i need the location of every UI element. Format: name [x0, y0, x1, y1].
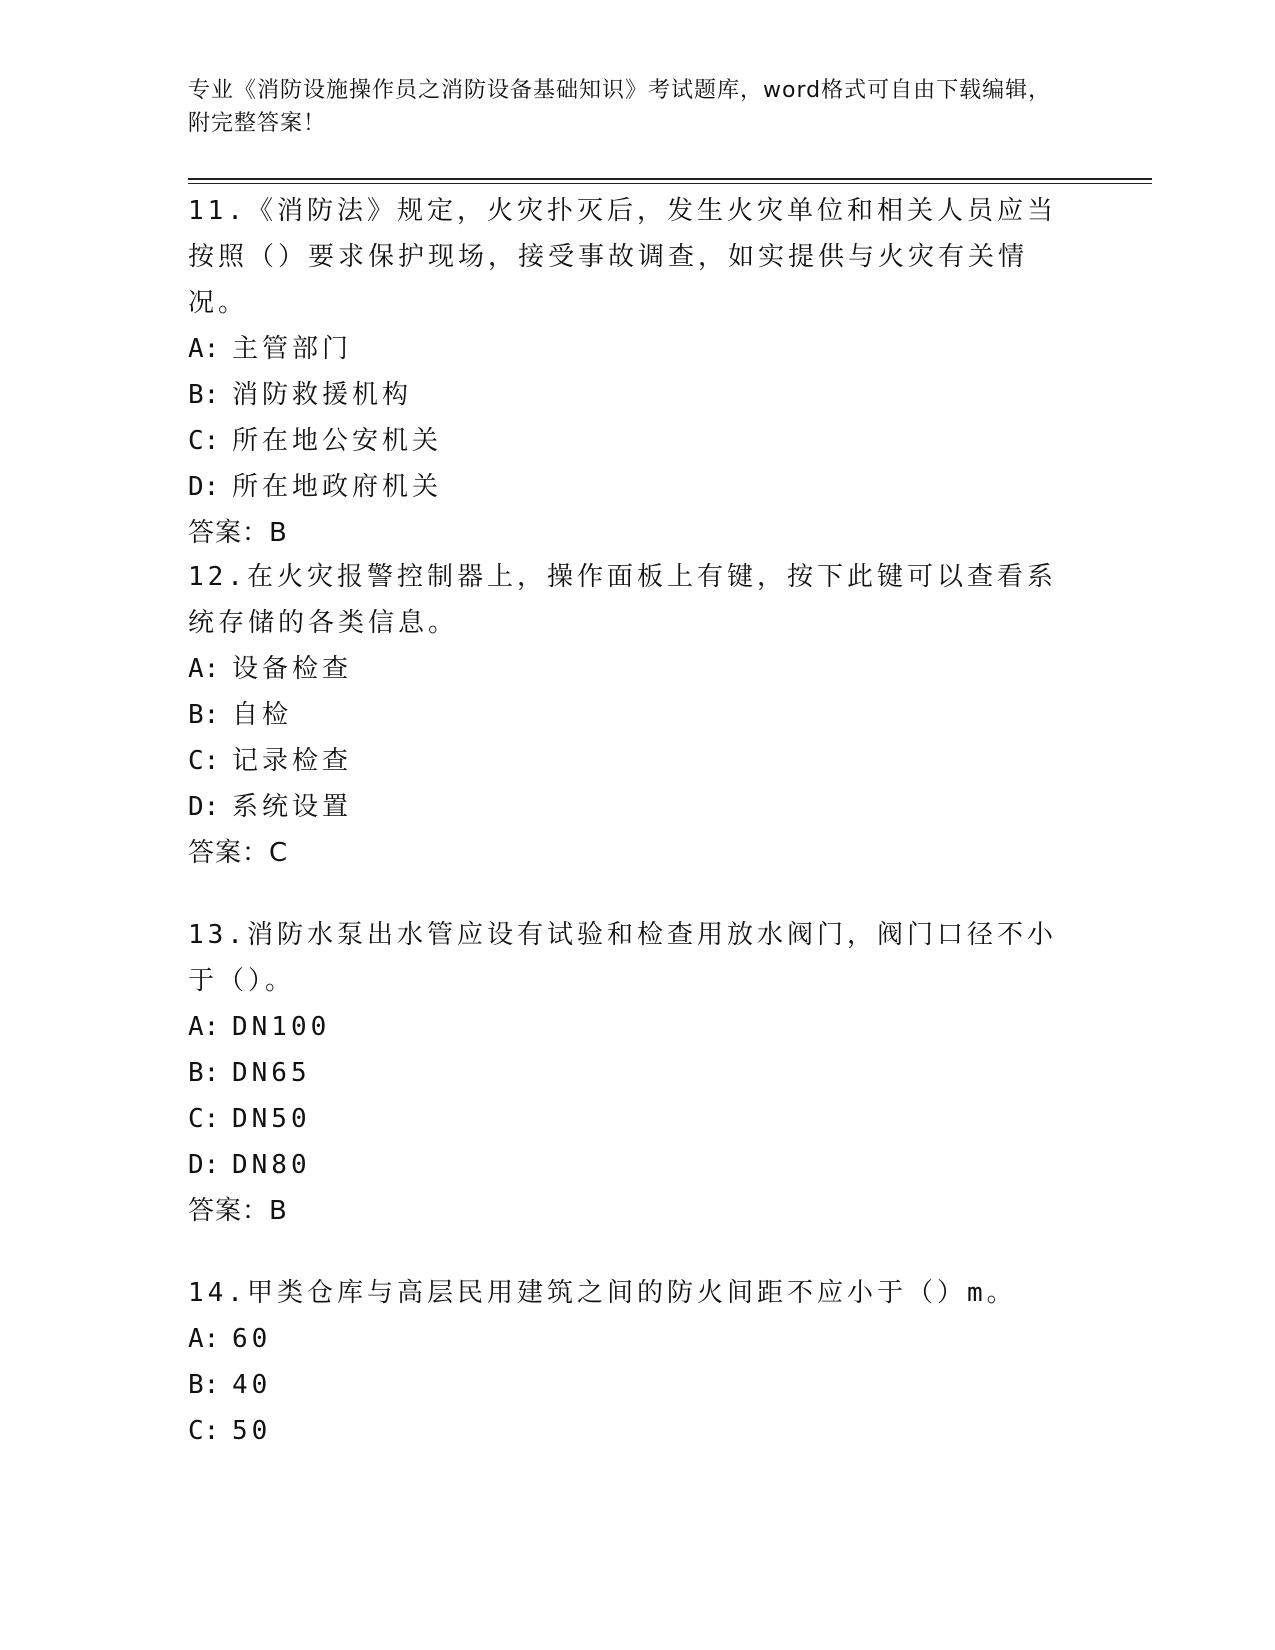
option-letter: A: — [188, 1012, 220, 1042]
option-b — [188, 692, 1068, 738]
question-stem: 12.在火灾报警控制器上，操作面板上有键，按下此键可以查看系统存储的各类信息。 — [188, 562, 1057, 638]
answer-label: 答案：B — [188, 1196, 288, 1226]
answer-label: 答案：B — [188, 518, 288, 548]
answer-label: 答案：C — [188, 838, 289, 868]
option-letter: B: — [188, 1058, 220, 1088]
option-text: 系统设置 — [232, 792, 353, 822]
option-a — [188, 1316, 1068, 1362]
header-divider-thin — [188, 183, 1152, 184]
document-header: 专业《消防设施操作员之消防设备基础知识》考试题库，word格式可自由下载编辑，附完整答案！ — [188, 78, 1052, 136]
question-14 — [188, 1270, 1068, 1454]
option-letter: B: — [188, 380, 220, 410]
option-letter: A: — [188, 334, 220, 364]
option-c — [188, 1408, 1068, 1454]
option-letter: D: — [188, 1150, 220, 1180]
option-a — [188, 326, 1068, 372]
option-text: 消防救援机构 — [232, 380, 413, 410]
option-text: 主管部门 — [232, 334, 353, 364]
option-text: DN80 — [232, 1150, 311, 1180]
option-c — [188, 738, 1068, 784]
option-letter: C: — [188, 1416, 220, 1446]
option-text: DN100 — [232, 1012, 331, 1042]
option-a — [188, 1004, 1068, 1050]
option-b — [188, 1362, 1068, 1408]
option-text: 设备检查 — [232, 654, 353, 684]
question-12 — [188, 554, 1068, 876]
option-letter: B: — [188, 1370, 220, 1400]
option-b — [188, 1050, 1068, 1096]
header-divider-thick — [188, 178, 1152, 180]
option-letter: A: — [188, 1324, 220, 1354]
question-13 — [188, 912, 1068, 1234]
option-letter: D: — [188, 792, 220, 822]
option-text: 所在地公安机关 — [232, 426, 443, 456]
option-letter: C: — [188, 426, 220, 456]
option-text: 所在地政府机关 — [232, 472, 443, 502]
option-letter: D: — [188, 472, 220, 502]
question-stem: 11.《消防法》规定，火灾扑灭后，发生火灾单位和相关人员应当按照（）要求保护现场，接受事故调查，如实提供与火灾有关情况。 — [188, 196, 1057, 318]
option-d — [188, 1142, 1068, 1188]
option-text: 60 — [232, 1324, 272, 1354]
option-text: 记录检查 — [232, 746, 353, 776]
option-text: 40 — [232, 1370, 272, 1400]
option-c — [188, 1096, 1068, 1142]
question-stem: 13.消防水泵出水管应设有试验和检查用放水阀门，阀门口径不小于（）。 — [188, 920, 1057, 996]
option-text: DN50 — [232, 1104, 311, 1134]
option-c — [188, 418, 1068, 464]
option-letter: B: — [188, 700, 220, 730]
option-text: 自检 — [232, 700, 293, 730]
option-d — [188, 784, 1068, 830]
option-a — [188, 646, 1068, 692]
option-letter: C: — [188, 1104, 220, 1134]
option-text: DN65 — [232, 1058, 311, 1088]
option-text: 50 — [232, 1416, 272, 1446]
question-stem: 14.甲类仓库与高层民用建筑之间的防火间距不应小于（）m。 — [188, 1278, 1017, 1308]
option-letter: A: — [188, 654, 220, 684]
option-d — [188, 464, 1068, 510]
option-b — [188, 372, 1068, 418]
question-11 — [188, 188, 1068, 556]
option-letter: C: — [188, 746, 220, 776]
